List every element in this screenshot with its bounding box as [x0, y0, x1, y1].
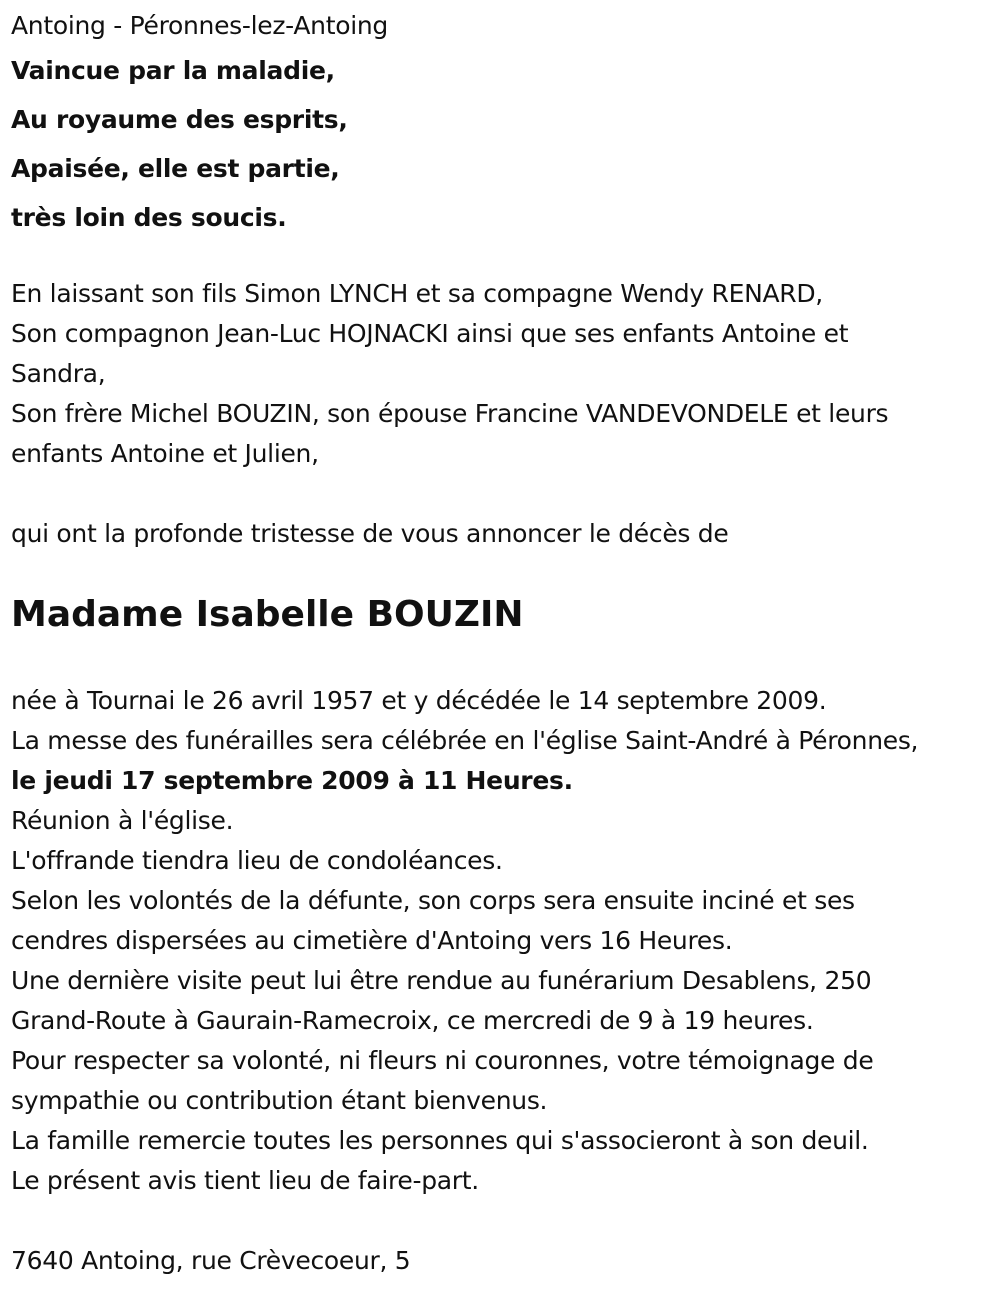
poem-line: Apaisée, elle est partie, — [11, 154, 340, 183]
detail-line: La messe des funérailles sera célébrée en l'église Saint-André à Péronnes, — [11, 726, 919, 755]
funeral-details — [11, 681, 918, 1201]
detail-line: L'offrande tiendra lieu de condoléances. — [11, 846, 503, 875]
detail-line: La famille remercie toutes les personnes qui s'associeront à son deuil. — [11, 1126, 869, 1155]
poem-line: très loin des soucis. — [11, 203, 287, 232]
detail-line: Une dernière visite peut lui être rendue au funérarium Desablens, 250 — [11, 966, 872, 995]
family-line: enfants Antoine et Julien, — [11, 439, 319, 468]
funeral-date-line: le jeudi 17 septembre 2009 à 11 Heures. — [11, 766, 573, 795]
detail-line: Le présent avis tient lieu de faire-part. — [11, 1166, 479, 1195]
detail-line: Selon les volontés de la défunte, son corps sera ensuite inciné et ses — [11, 886, 855, 915]
detail-line: Réunion à l'église. — [11, 806, 234, 835]
family-line: Son compagnon Jean-Luc HOJNACKI ainsi que ses enfants Antoine et — [11, 319, 849, 348]
detail-line: née à Tournai le 26 avril 1957 et y décédée le 14 septembre 2009. — [11, 686, 827, 715]
detail-line: cendres dispersées au cimetière d'Antoing vers 16 Heures. — [11, 926, 733, 955]
family-line: En laissant son fils Simon LYNCH et sa compagne Wendy RENARD, — [11, 279, 823, 308]
detail-line: Pour respecter sa volonté, ni fleurs ni couronnes, votre témoignage de — [11, 1046, 874, 1075]
poem-line: Au royaume des esprits, — [11, 105, 348, 134]
poem-line: Vaincue par la maladie, — [11, 56, 335, 85]
detail-line: Grand-Route à Gaurain-Ramecroix, ce mercredi de 9 à 19 heures. — [11, 1006, 814, 1035]
announcement-text: qui ont la profonde tristesse de vous annoncer le décès de — [11, 519, 729, 548]
family-list — [11, 274, 888, 474]
family-line: Sandra, — [11, 359, 106, 388]
address-line: 7640 Antoing, rue Crèvecoeur, 5 — [11, 1246, 411, 1275]
deceased-name: Madame Isabelle BOUZIN — [11, 594, 524, 635]
family-line: Son frère Michel BOUZIN, son épouse Francine VANDEVONDELE et leurs — [11, 399, 889, 428]
location-heading: Antoing - Péronnes-lez-Antoing — [11, 11, 388, 40]
poem — [11, 46, 348, 242]
detail-line: sympathie ou contribution étant bienvenus. — [11, 1086, 548, 1115]
